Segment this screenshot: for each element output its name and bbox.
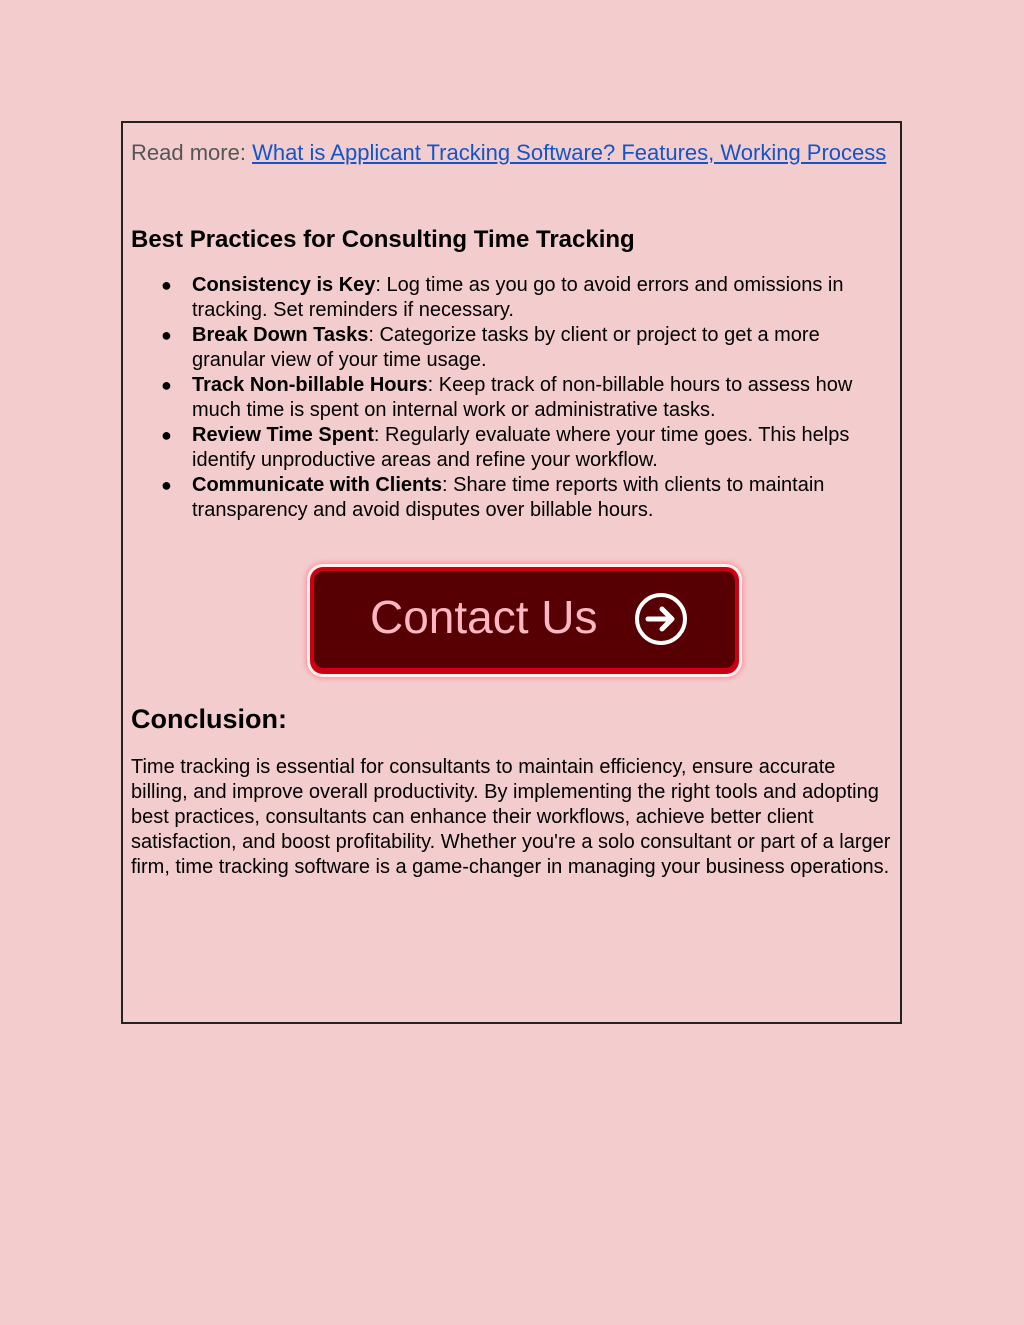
contact-us-button-face	[314, 571, 735, 668]
list-item-term: Break Down Tasks	[192, 324, 369, 346]
read-more	[131, 137, 891, 168]
list-item-term: Communicate with Clients	[192, 474, 443, 496]
list-item	[131, 273, 891, 323]
bullet-icon: ●	[161, 325, 172, 345]
list-item-text: : Regularly evaluate where your time goes. This helps identify unproductive areas and refine your workflow.	[192, 424, 850, 471]
contact-us-label: Contact Us	[370, 591, 598, 643]
list-item-term: Review Time Spent	[192, 424, 374, 446]
article-content	[131, 137, 891, 878]
bullet-icon: ●	[161, 425, 172, 445]
list-item-text: : Share time reports with clients to maintain transparency and avoid disputes over billable hours.	[192, 474, 825, 521]
list-item-term: Track Non-billable Hours	[192, 374, 428, 396]
conclusion-heading: Conclusion:	[131, 704, 287, 734]
list-item	[131, 423, 891, 473]
read-more-link[interactable]: What is Applicant Tracking Software? Features, Working Process	[252, 140, 887, 165]
bullet-icon: ●	[161, 475, 172, 495]
list-item-text: : Categorize tasks by client or project to get a more granular view of your time usage.	[192, 324, 820, 371]
best-practices-heading: Best Practices for Consulting Time Tracking	[131, 226, 635, 253]
contact-us-button[interactable]	[310, 567, 739, 674]
list-item-term: Consistency is Key	[192, 274, 376, 296]
content-frame	[121, 121, 902, 1024]
best-practices-list	[131, 273, 891, 523]
bullet-icon: ●	[161, 375, 172, 395]
list-item	[131, 373, 891, 423]
contact-us-banner	[307, 564, 742, 677]
arrow-right-circle-icon	[633, 591, 689, 647]
list-item	[131, 323, 891, 373]
list-item-text: : Log time as you go to avoid errors and omissions in tracking. Set reminders if necessary.	[192, 274, 844, 321]
list-item-text: : Keep track of non-billable hours to assess how much time is spent on internal work or administrative tasks.	[192, 374, 853, 421]
bullet-icon: ●	[161, 275, 172, 295]
read-more-prefix: Read more:	[131, 140, 253, 165]
list-item	[131, 473, 891, 523]
conclusion-body: Time tracking is essential for consultants to maintain efficiency, ensure accurate billing, and improve overall productivity. By implementing the right tools and adopting best practices, consultants can enhance their workflows, achieve better client satisfaction, and boost profitability. Whether you're a solo consultant or part of a larger firm, time tracking software is a game-changer in managing your business operations.	[131, 756, 891, 878]
